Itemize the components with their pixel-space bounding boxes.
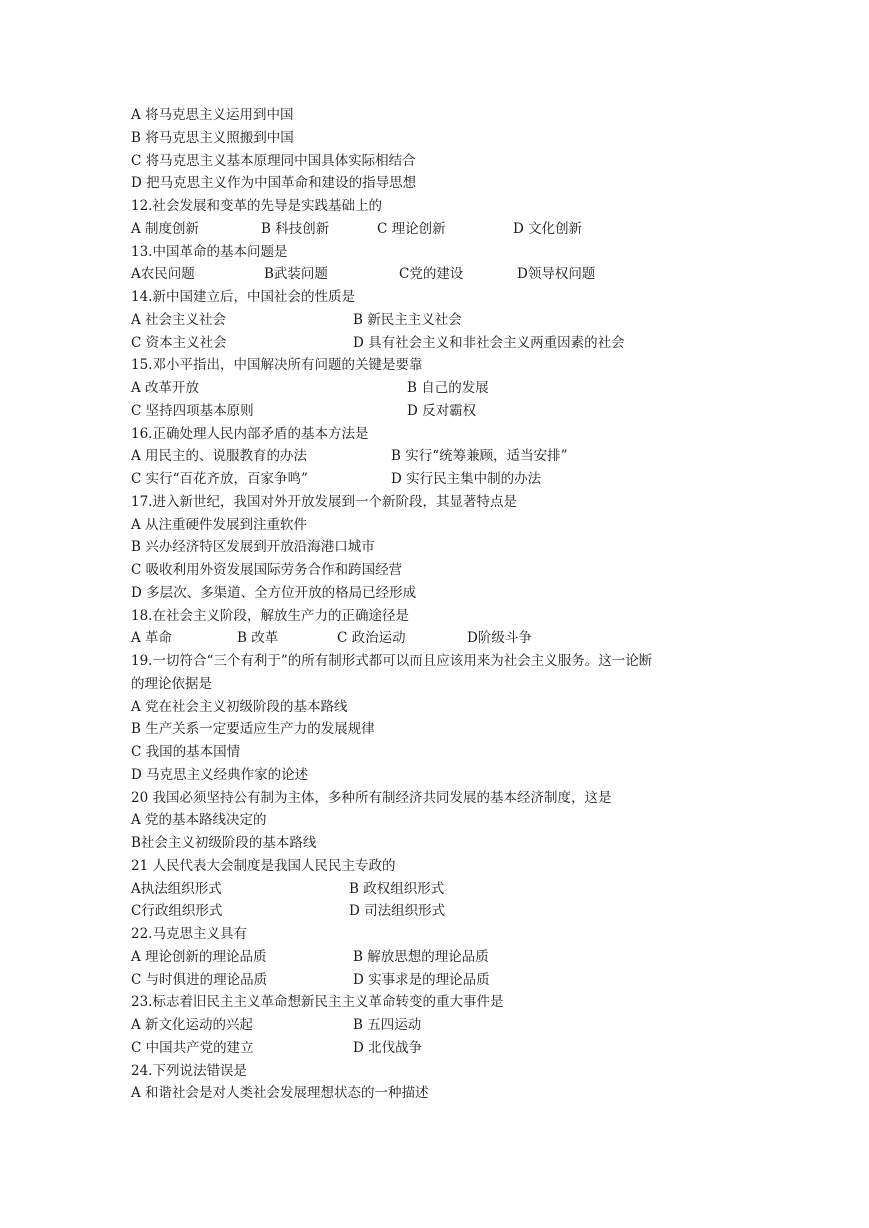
text-line: 22.马克思主义具有: [131, 926, 247, 942]
answer-option: C 资本主义社会: [131, 334, 227, 351]
text-line: A 党在社会主义初级阶段的基本路线: [131, 698, 348, 715]
answer-option: A 革命: [131, 630, 173, 647]
text-line: D 把马克思主义作为中国革命和建设的指导思想: [131, 175, 417, 192]
answer-option: C 实行“百花齐放，百家争鸣”: [131, 471, 308, 487]
text-line: 21 人民代表大会制度是我国人民民主专政的: [131, 857, 396, 874]
option-row: [131, 468, 771, 491]
text-line: B 兴办经济特区发展到开放沿海港口城市: [131, 539, 375, 556]
text-line: D 马克思主义经典作家的论述: [131, 766, 309, 783]
answer-option: D 北伐战争: [353, 1039, 423, 1056]
answer-option: C党的建设: [399, 266, 464, 283]
answer-option: D 实行民主集中制的办法: [391, 471, 542, 487]
text-line: D 多层次、多渠道、全方位开放的格局已经形成: [131, 584, 417, 601]
text-line: 24.下列说法错误是: [131, 1062, 247, 1079]
answer-option: B 改革: [237, 630, 279, 647]
text-line: B 生产关系一定要适应生产力的发展规律: [131, 721, 375, 738]
answer-option: B 解放思想的理论品质: [353, 948, 489, 965]
answer-option: A 理论创新的理论品质: [131, 948, 267, 965]
text-line: 17.进入新世纪，我国对外开放发展到一个新阶段，其显著特点是: [131, 493, 517, 510]
option-row: [131, 445, 771, 468]
text-line: 15.邓小平指出，中国解决所有问题的关键是要靠: [131, 357, 423, 374]
text-line: 16.正确处理人民内部矛盾的基本方法是: [131, 425, 369, 442]
option-row: [131, 946, 771, 969]
answer-option: A执法组织形式: [131, 880, 222, 897]
text-line: 的理论依据是: [131, 675, 212, 692]
option-row: [131, 878, 771, 901]
answer-option: A农民问题: [131, 266, 195, 283]
answer-option: D 文化创新: [513, 220, 583, 237]
answer-option: A 社会主义社会: [131, 311, 227, 328]
option-row: [131, 377, 771, 400]
answer-option: C 理论创新: [377, 220, 446, 237]
text-line: A 党的基本路线决定的: [131, 812, 267, 829]
answer-option: B 自己的发展: [407, 380, 489, 396]
answer-option: A 用民主的、说服教育的办法: [131, 448, 308, 465]
answer-option: D 司法组织形式: [349, 903, 446, 920]
answer-option: B 实行“统筹兼顾，适当安排”: [391, 448, 568, 465]
answer-option: B武装问题: [264, 266, 328, 283]
answer-option: A 改革开放: [131, 380, 200, 396]
text-line: 18.在社会主义阶段，解放生产力的正确途径是: [131, 607, 409, 624]
answer-option: D 反对霸权: [407, 402, 477, 419]
text-line: 12.社会发展和变革的先导是实践基础上的: [131, 198, 382, 214]
answer-option: C 与时俱进的理论品质: [131, 971, 268, 988]
answer-option: B 科技创新: [261, 220, 330, 237]
answer-option: D 具有社会主义和非社会主义两重因素的社会: [353, 334, 625, 351]
option-row: [131, 627, 771, 650]
answer-option: C 政治运动: [337, 630, 406, 647]
text-line: A 从注重硬件发展到注重软件: [131, 516, 308, 533]
text-line: B社会主义初级阶段的基本路线: [131, 835, 317, 851]
text-line: C 我国的基本国情: [131, 744, 241, 760]
answer-option: A 制度创新: [131, 220, 200, 237]
text-line: 14.新中国建立后，中国社会的性质是: [131, 289, 355, 305]
option-row: [131, 332, 771, 355]
option-row: [131, 400, 771, 423]
option-row: [131, 969, 771, 992]
answer-option: B 新民主主义社会: [353, 311, 462, 328]
answer-option: C行政组织形式: [131, 903, 223, 920]
option-row: [131, 900, 771, 923]
text-line: C 吸收利用外资发展国际劳务合作和跨国经营: [131, 562, 403, 578]
text-line: B 将马克思主义照搬到中国: [131, 129, 294, 146]
text-line: C 将马克思主义基本原理同中国具体实际相结合: [131, 152, 416, 169]
text-line: 13.中国革命的基本问题是: [131, 243, 288, 260]
option-row: [131, 1037, 771, 1060]
text-line: A 和谐社会是对人类社会发展理想状态的一种描述: [131, 1085, 429, 1102]
question-list: [131, 104, 771, 1105]
text-line: A 将马克思主义运用到中国: [131, 107, 294, 123]
answer-option: B 五四运动: [353, 1017, 422, 1033]
answer-option: D 实事求是的理论品质: [353, 971, 490, 988]
text-line: 23.标志着旧民主主义革命想新民主主义革命转变的重大事件是: [131, 994, 504, 1011]
option-row: [131, 263, 771, 286]
option-row: [131, 1014, 771, 1037]
answer-option: D领导权问题: [517, 266, 596, 283]
option-row: [131, 309, 771, 332]
answer-option: B 政权组织形式: [349, 880, 445, 897]
answer-option: D阶级斗争: [467, 630, 532, 647]
text-line: 19.一切符合“三个有利于”的所有制形式都可以而且应该用来为社会主义服务。这一论断: [131, 653, 653, 669]
answer-option: C 坚持四项基本原则: [131, 402, 254, 419]
answer-option: C 中国共产党的建立: [131, 1039, 254, 1056]
text-line: 20 我国必须坚持公有制为主体，多种所有制经济共同发展的基本经济制度，这是: [131, 789, 612, 806]
answer-option: A 新文化运动的兴起: [131, 1017, 254, 1033]
option-row: [131, 218, 771, 241]
